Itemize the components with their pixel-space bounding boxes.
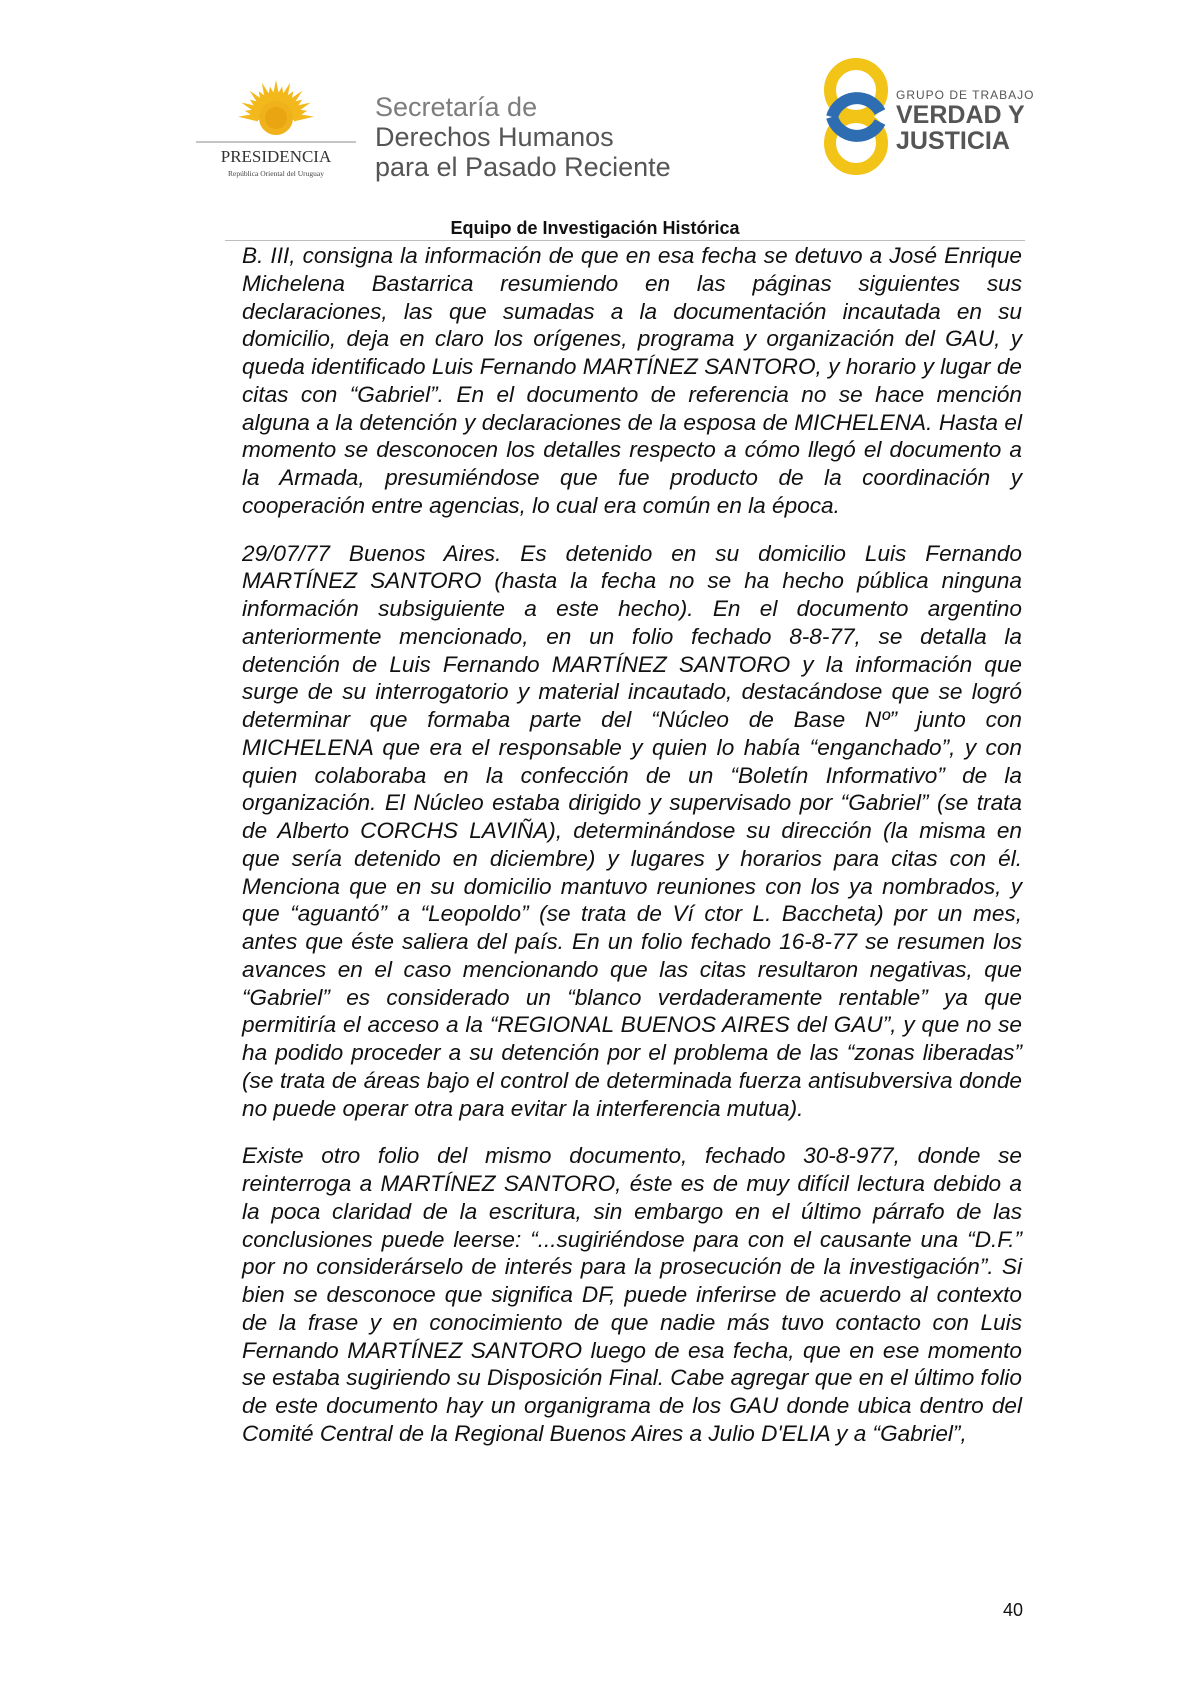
team-title: Equipo de Investigación Histórica — [450, 218, 740, 238]
verdad-justicia-wordmark — [896, 88, 1034, 154]
paragraph-2: 29/07/77 Buenos Aires. Es detenido en su domicilio Luis Fernando MARTÍNEZ SANTORO (hasta la fecha no se ha hecho pública ninguna información subsiguiente a este hecho). En el documento argentino anteriormente mencionado, en un folio fechado 8-8-77, se detalla la detención de Luis Fernando MARTÍNEZ SANTORO y la información que surge de su interrogatorio y material incautado, destacándose que se logró determinar que formaba parte del “Núcleo de Base Nº” junto con MICHELENA que era el responsable y quien lo había “enganchado”, y con quien colaboraba en la confección de un “Boletín Informativo” de la organización. El Núcleo estaba dirigido y supervisado por “Gabriel” (se trata de Alberto CORCHS LAVIÑA), determinándose su dirección (la misma en que sería detenido en diciembre) y lugares y horarios para citas con él. Menciona que en su domicilio mantuvo reuniones con los ya nombrados, y que “aguantó” a “Leopoldo” (se trata de Ví ctor L. Baccheta) por un mes, antes que éste saliera del país. En un folio fechado 16-8-77 se resumen los avances en el caso mencionando que las citas resultaron negativas, que “Gabriel” es considerado un “blanco verdaderamente rentable” ya que permitiría el acceso a la “REGIONAL BUENOS AIRES del GAU”, y que no se ha podido proceder a su detención por el problema de las “zonas liberadas” (se trata de áreas bajo el control de determinada fuerza antisubversiva donde no puede operar otra para evitar la interferencia mutua). — [242, 540, 1022, 1121]
secretaria-line-1: Secretaría de — [375, 92, 538, 122]
secretaria-line-2: Derechos Humanos — [375, 122, 614, 152]
header-divider — [225, 240, 1025, 241]
justicia-label: JUSTICIA — [896, 127, 1010, 155]
paragraph-1: B. III, consigna la información de que en esa fecha se detuvo a José Enrique Michelena Bastarrica resumiendo en las páginas siguientes sus declaraciones, las que sumadas a la documentación incautada en su domicilio, deja en claro los orígenes, programa y organización del GAU, y queda identificado Luis Fernando MARTÍNEZ SANTORO, y horario y lugar de citas con “Gabriel”. En el documento de referencia no se hace mención alguna a la detención y declaraciones de la esposa de MICHELENA. Hasta el momento se desconocen los detalles respecto a cómo llegó el documento a la Armada, presumiéndose que fue producto de la coordinación y cooperación entre agencias, lo cual era común en la época. — [242, 243, 1022, 518]
secretaria-wordmark — [375, 92, 671, 182]
paragraph-3: Existe otro folio del mismo documento, fechado 30-8-977, donde se reinterroga a MARTÍNEZ SANTORO, éste es de muy difícil lectura debido a la poca claridad de la escritura, sin embargo en el último párrafo de las conclusiones puede leerse: “...sugiriéndose para con el causante una “D.F.” por no considerárselo de interés para la prosecución de la investigación”. Si bien se desconoce que significa DF, puede inferirse de acuerdo al contexto de la frase y en conocimiento de que nadie más tuvo contacto con Luis Fernando MARTÍNEZ SANTORO luego de esa fecha, que en ese momento se estaba sugiriendo su Disposición Final. Cabe agregar que en el último folio de este documento hay un organigrama de los GAU donde ubica dentro del Comité Central de la Regional Buenos Aires a Julio D'ELIA y a “Gabriel”, — [242, 1143, 1022, 1446]
grupo-de-trabajo-label: GRUPO DE TRABAJO — [896, 88, 1035, 102]
page-header — [0, 0, 1190, 238]
document-body — [242, 242, 1022, 1468]
verdad-y-label: VERDAD Y — [896, 101, 1025, 129]
presidencia-wordmark: PRESIDENCIA — [220, 147, 332, 166]
page-number: 40 — [1003, 1600, 1024, 1620]
secretaria-line-3: para el Pasado Reciente — [375, 152, 671, 182]
presidencia-sun-logo — [196, 80, 356, 190]
presidencia-subtitle: República Oriental del Uruguay — [227, 169, 325, 178]
